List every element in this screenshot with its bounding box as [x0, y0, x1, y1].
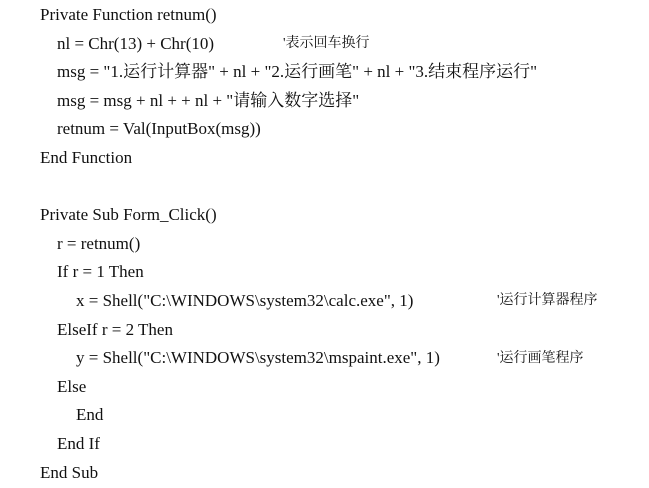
- code-comment-mspaint: '运行画笔程序: [497, 350, 584, 366]
- code-line-msg-menu: msg = "1.运行计算器" + nl + "2.运行画笔" + nl + "3.结束程序运行": [57, 62, 538, 82]
- code-line-retnum-assign: retnum = Val(InputBox(msg)): [57, 119, 261, 139]
- code-line-elseif: ElseIf r = 2 Then: [57, 319, 173, 339]
- code-line-shell-mspaint: y = Shell("C:\WINDOWS\system32\mspaint.exe", 1): [76, 348, 440, 368]
- code-line-shell-calc: x = Shell("C:\WINDOWS\system32\calc.exe", 1): [76, 291, 414, 310]
- code-line-end-sub: End Sub: [40, 462, 99, 482]
- code-line-newline-assign: nl = Chr(13) + Chr(10): [57, 33, 215, 53]
- code-line-if: If r = 1 Then: [57, 262, 144, 282]
- code-line-sub-header: Private Sub Form_Click(): [40, 205, 217, 225]
- code-comment-newline: '表示回车换行: [283, 36, 370, 51]
- code-comment-calc: '运行计算器程序: [497, 293, 598, 309]
- code-line-else: Else: [57, 376, 87, 396]
- code-line-function-header: Private Function retnum(): [40, 5, 217, 24]
- code-line-msg-prompt: msg = msg + nl + + nl + "请输入数字选择": [57, 90, 360, 110]
- code-line-r-assign: r = retnum(): [57, 233, 141, 253]
- code-line-end-function: End Function: [40, 148, 133, 167]
- code-line-end-if: End If: [57, 434, 100, 453]
- code-line-end: End: [76, 405, 104, 425]
